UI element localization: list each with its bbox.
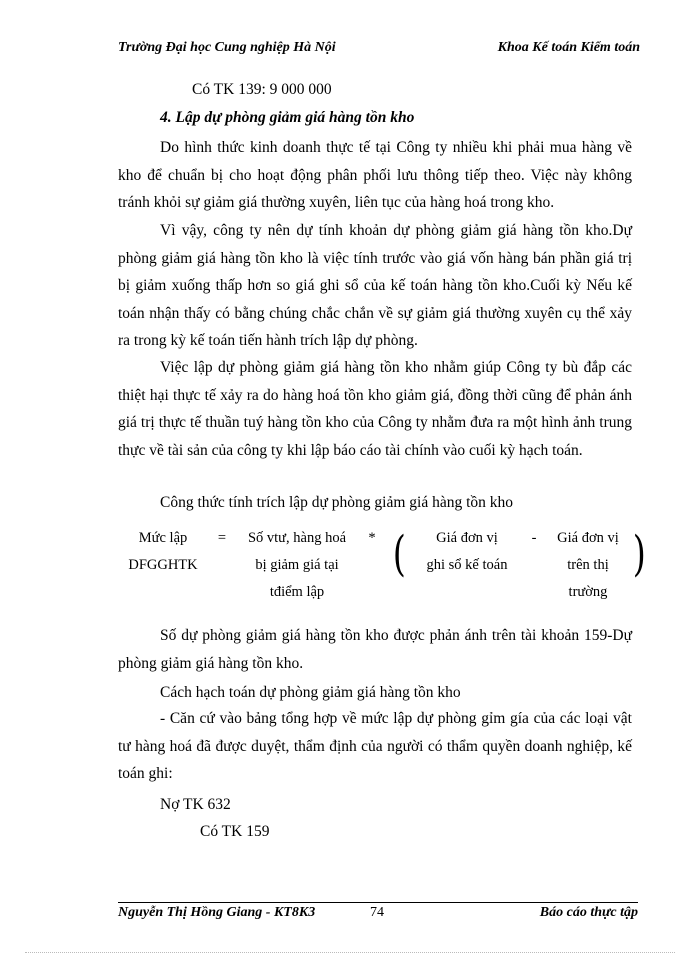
- formula-market-price-line3: trường: [568, 584, 608, 600]
- paragraph-5: - Căn cứ vào bảng tổng hợp về mức lập dự phòng gỉm gía của các loại vật tư hàng hoá đã được duyệt, thẩm định của người có thẩm quyền doanh nghiệp, kế toán ghi:: [118, 710, 632, 782]
- header-school: Trường Đại học Cung nghiệp Hà Nội: [118, 40, 336, 55]
- formula-market-price-line2: trên thị: [567, 557, 609, 573]
- page-number: 74: [370, 905, 384, 920]
- formula-right-paren: ): [632, 526, 646, 582]
- formula-qty-line1: Số vtư, hàng hoá: [247, 530, 347, 546]
- method-line: Cách hạch toán dự phòng giảm giá hàng tồn kho: [160, 684, 461, 701]
- formula-label-line2: DFGGHTK: [128, 557, 198, 573]
- paragraph-2: Vì vậy, công ty nên dự tính khoản dự phòng giảm giá hàng tồn kho.Dự phòng giảm giá hàng tồn kho là việc tính trước vào giá vốn hàng bán phần giá trị bị giảm xuống thấp hơn so giá ghi sổ của kế toán hàng tồn kho.Cuối kỳ Nếu kế toán nhận thấy có bằng chúng chắc chắn về sự giảm giá thường xuyên cụ thể xảy ra trong kỳ kế toán tiến hành trích lập dự phòng.: [118, 222, 632, 349]
- footer-author: Nguyễn Thị Hồng Giang - KT8K3: [118, 905, 316, 920]
- formula-multiply: *: [368, 530, 376, 546]
- section-heading: 4. Lập dự phòng giảm giá hàng tồn kho: [160, 109, 415, 126]
- formula-left-paren: (: [392, 526, 406, 582]
- header-faculty: Khoa Kế toán Kiểm toán: [497, 40, 640, 55]
- formula-qty-line3: tđiểm lập: [269, 584, 325, 600]
- entry-co-139: Có TK 139: 9 000 000: [192, 81, 332, 98]
- footer-rule: [118, 902, 638, 903]
- paragraph-4: Số dự phòng giảm giá hàng tồn kho được phản ánh trên tài khoản 159-Dự phòng giảm giá hàng tồn kho.: [118, 627, 632, 672]
- page-bottom-dotted-edge: [25, 952, 675, 953]
- entry-co-159: Có TK 159: [200, 823, 270, 840]
- entry-no-632: Nợ TK 632: [160, 796, 231, 813]
- paragraph-3: Việc lập dự phòng giảm giá hàng tồn kho nhằm giúp Công ty bù đắp các thiệt hại thực tế xảy ra do hàng hoá tồn kho giảm giá, đồng thời cũng để phản ánh giá trị thực tế thuần tuý hàng tồn kho của Công ty nhằm đưa ra một hình ảnh trung thực về tài sản của công ty khi lập báo cáo tài chính vào cuối kỳ hạch toán.: [118, 359, 632, 459]
- formula-title: Công thức tính trích lập dự phòng giảm giá hàng tồn kho: [160, 494, 514, 511]
- paragraph-1: Do hình thức kinh doanh thực tế tại Công ty nhiều khi phải mua hàng về kho để chuẩn bị cho hoạt động phân phối lưu thông tiếp theo. Việc này không tránh khỏi sự giảm giá thường xuyên, liên tục của hàng hoá trong kho.: [118, 139, 632, 211]
- formula-minus: -: [531, 530, 537, 546]
- footer-report-type: Báo cáo thực tập: [539, 905, 638, 920]
- formula-market-price-line1: Giá đơn vị: [557, 530, 619, 546]
- page-header: [118, 40, 640, 56]
- formula-book-price-line1: Giá đơn vị: [436, 530, 498, 546]
- formula-book-price-line2: ghi sổ kế toán: [426, 557, 508, 573]
- formula-qty-line2: bị giảm giá tại: [255, 557, 339, 573]
- page-footer: [118, 905, 638, 921]
- formula-equals: =: [217, 530, 227, 546]
- formula-label-line1: Mức lập: [138, 530, 188, 546]
